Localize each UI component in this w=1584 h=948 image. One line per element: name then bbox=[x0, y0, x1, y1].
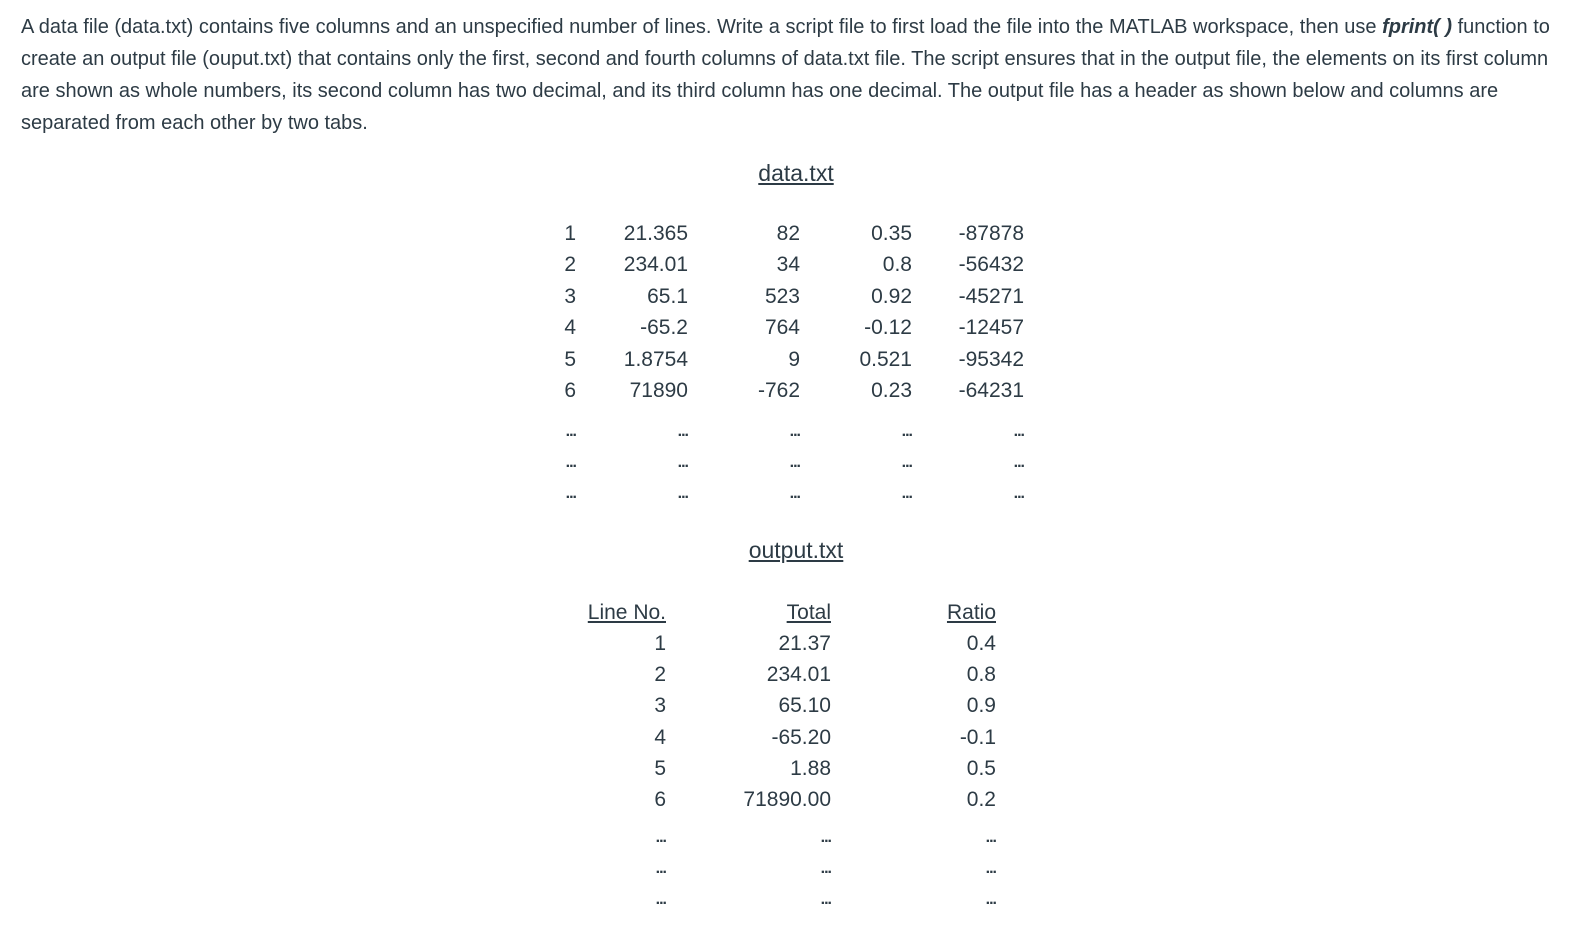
data-cell: -0.12 bbox=[864, 316, 912, 340]
output-cell: 2 bbox=[654, 663, 666, 687]
ellipsis: ... bbox=[985, 829, 996, 846]
ellipsis: ... bbox=[789, 485, 800, 502]
column-header: Total bbox=[786, 601, 831, 624]
data-cell: 71890 bbox=[629, 379, 688, 402]
data-cell: 0.23 bbox=[871, 379, 912, 402]
ellipsis: ... bbox=[1013, 454, 1024, 471]
output-cell: 0.5 bbox=[966, 756, 996, 780]
output-table-title: output.txt bbox=[748, 537, 844, 563]
output-cell: -0.1 bbox=[959, 725, 996, 749]
data-cell: 1 bbox=[564, 222, 576, 245]
ellipsis: ... bbox=[820, 860, 831, 877]
ellipsis: ... bbox=[985, 891, 996, 908]
data-cell: 6 bbox=[564, 379, 576, 402]
data-cell: -762 bbox=[757, 379, 800, 402]
output-cell: 4 bbox=[654, 725, 666, 749]
output-cell: 6 bbox=[654, 788, 666, 811]
data-cell: 0.92 bbox=[871, 284, 912, 308]
data-cell: 9 bbox=[788, 347, 800, 371]
ellipsis: ... bbox=[655, 829, 666, 846]
output-cell: 234.01 bbox=[766, 663, 831, 687]
data-cell: -45271 bbox=[958, 284, 1024, 308]
data-cell: 0.35 bbox=[871, 222, 912, 245]
data-cell: 0.8 bbox=[882, 253, 912, 277]
data-cell: -65.2 bbox=[640, 316, 688, 340]
output-cell: 71890.00 bbox=[743, 788, 831, 811]
ellipsis: ... bbox=[820, 891, 831, 908]
data-cell: 21.365 bbox=[623, 222, 688, 245]
data-cell: -87878 bbox=[958, 222, 1024, 245]
data-cell: -64231 bbox=[958, 379, 1024, 402]
data-cell: 82 bbox=[776, 222, 800, 245]
data-cell: -12457 bbox=[958, 316, 1024, 340]
ellipsis: ... bbox=[565, 423, 576, 440]
output-cell: 0.9 bbox=[966, 694, 996, 718]
data-cell: 0.521 bbox=[859, 347, 912, 371]
ellipsis: ... bbox=[789, 423, 800, 440]
data-cell: 65.1 bbox=[647, 284, 688, 308]
data-cell: -95342 bbox=[958, 347, 1024, 371]
problem-statement bbox=[21, 11, 1561, 139]
data-table-title: data.txt bbox=[758, 160, 834, 186]
data-cell: 5 bbox=[564, 347, 576, 371]
ellipsis: ... bbox=[677, 423, 688, 440]
ellipsis: ... bbox=[820, 829, 831, 846]
prompt-text-part2: function to create an output file (ouput.txt) that contains only the first, second and fourth columns of data.txt file. The script ensures that in the output file, the elements on its first column are shown as whole numbers, its second column has two decimal, and its third column has one decimal. The output file has a header as shown below and columns are separated from each other by two tabs. bbox=[21, 16, 1550, 134]
ellipsis: ... bbox=[789, 454, 800, 471]
data-cell: -56432 bbox=[958, 253, 1024, 277]
data-cell: 764 bbox=[764, 316, 800, 340]
ellipsis: ... bbox=[677, 485, 688, 502]
data-cell: 34 bbox=[776, 253, 800, 277]
ellipsis: ... bbox=[901, 423, 912, 440]
data-cell: 3 bbox=[564, 284, 576, 308]
ellipsis: ... bbox=[1013, 423, 1024, 440]
data-cell: 4 bbox=[564, 316, 576, 340]
column-header: Ratio bbox=[946, 601, 996, 624]
output-cell: 0.4 bbox=[966, 632, 996, 655]
ellipsis: ... bbox=[565, 454, 576, 471]
output-cell: 1.88 bbox=[790, 756, 831, 780]
data-cell: 234.01 bbox=[623, 253, 688, 277]
output-cell: -65.20 bbox=[771, 725, 831, 749]
data-cell: 1.8754 bbox=[623, 347, 688, 371]
output-cell: 3 bbox=[654, 694, 666, 718]
data-cell: 2 bbox=[564, 253, 576, 277]
output-cell: 0.8 bbox=[966, 663, 996, 687]
output-cell: 21.37 bbox=[778, 632, 831, 655]
data-cell: 523 bbox=[764, 284, 800, 308]
output-cell: 0.2 bbox=[966, 788, 996, 811]
ellipsis: ... bbox=[901, 485, 912, 502]
ellipsis: ... bbox=[655, 891, 666, 908]
output-cell: 5 bbox=[654, 756, 666, 780]
output-cell: 65.10 bbox=[778, 694, 831, 718]
ellipsis: ... bbox=[565, 485, 576, 502]
output-cell: 1 bbox=[654, 632, 666, 655]
column-header: Line No. bbox=[587, 601, 666, 624]
ellipsis: ... bbox=[985, 860, 996, 877]
ellipsis: ... bbox=[655, 860, 666, 877]
prompt-text-part1: A data file (data.txt) contains five columns and an unspecified number of lines. Write a script file to first load the file into the MATLAB workspace, then use bbox=[21, 16, 1383, 38]
ellipsis: ... bbox=[901, 454, 912, 471]
function-name: fprint( ) bbox=[1382, 16, 1453, 38]
ellipsis: ... bbox=[1013, 485, 1024, 502]
ellipsis: ... bbox=[677, 454, 688, 471]
